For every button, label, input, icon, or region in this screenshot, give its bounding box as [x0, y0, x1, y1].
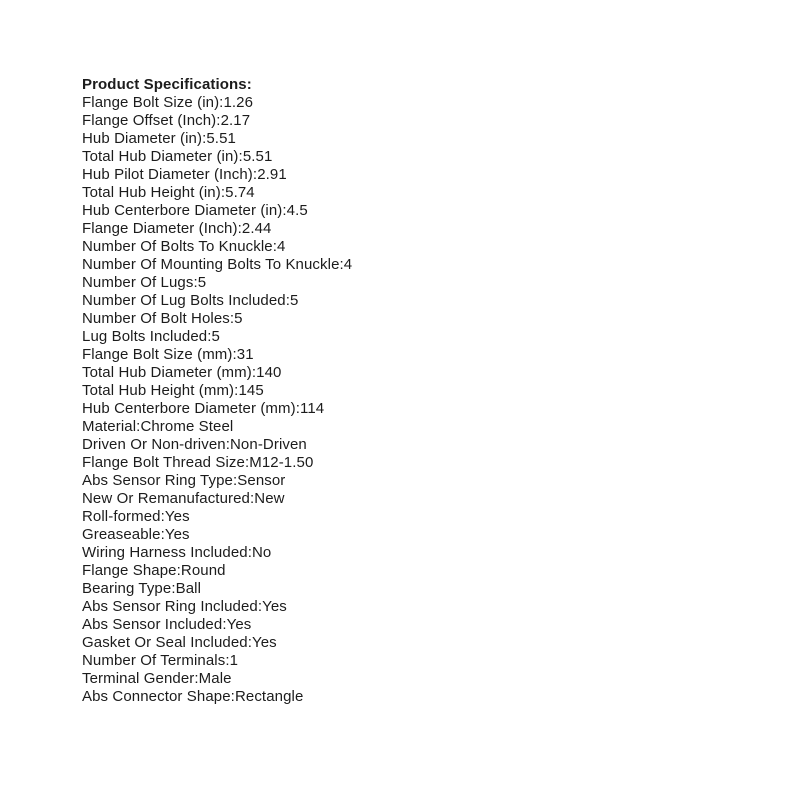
spec-label: New Or Remanufactured: [82, 490, 251, 507]
spec-colon: :: [257, 598, 263, 615]
spec-value: M12-1.50: [249, 454, 314, 471]
spec-value: 4.5: [286, 202, 308, 219]
spec-row: [82, 328, 722, 346]
spec-colon: :: [247, 634, 252, 651]
spec-value: 114: [299, 400, 325, 417]
spec-colon: :: [234, 382, 239, 399]
spec-row: [82, 526, 722, 544]
spec-row: [82, 112, 722, 130]
spec-label: Abs Sensor Ring Included: [82, 598, 258, 615]
spec-value: Non-Driven: [230, 436, 307, 453]
spec-label: Abs Sensor Ring Type: [82, 472, 233, 489]
spec-colon: :: [232, 472, 238, 489]
spec-label: Flange Offset (Inch): [82, 112, 217, 129]
spec-label: Total Hub Diameter (in): [82, 148, 239, 165]
spec-colon: :: [272, 238, 278, 255]
product-specifications-list: [82, 94, 722, 706]
spec-row: [82, 436, 722, 454]
spec-row: [82, 580, 722, 598]
spec-colon: :: [220, 184, 226, 201]
spec-colon: :: [193, 274, 198, 291]
spec-value: 5.51: [206, 130, 236, 147]
spec-colon: :: [202, 130, 207, 147]
spec-row: [82, 130, 722, 148]
spec-colon: :: [194, 670, 199, 687]
spec-label: Number Of Mounting Bolts To Knuckle: [82, 256, 340, 273]
spec-value: 31: [236, 346, 254, 363]
spec-row: [82, 418, 722, 436]
spec-colon: :: [282, 202, 287, 219]
spec-label: Lug Bolts Included: [82, 328, 208, 345]
spec-row: [82, 364, 722, 382]
spec-colon: :: [250, 490, 255, 507]
spec-colon: :: [285, 292, 291, 309]
spec-label: Greaseable: [82, 526, 161, 543]
spec-row: [82, 166, 722, 184]
spec-label: Wiring Harness Included: [82, 544, 248, 561]
spec-colon: :: [160, 508, 165, 525]
spec-row: [82, 238, 722, 256]
spec-colon: :: [229, 310, 235, 327]
spec-row: [82, 688, 722, 706]
spec-row: [82, 256, 722, 274]
spec-row: [82, 616, 722, 634]
spec-row: [82, 652, 722, 670]
spec-value: 2.91: [257, 166, 287, 183]
spec-colon: :: [339, 256, 344, 273]
spec-row: [82, 562, 722, 580]
spec-value: Male: [198, 670, 232, 687]
spec-label: Roll-formed: [82, 508, 161, 525]
spec-colon: :: [207, 328, 212, 345]
spec-value: 145: [238, 382, 264, 399]
spec-label: Hub Centerbore Diameter (in): [82, 202, 283, 219]
spec-row: [82, 634, 722, 652]
spec-label: Number Of Lug Bolts Included: [82, 292, 286, 309]
spec-value: 5.51: [242, 148, 273, 165]
spec-value: 5.74: [225, 184, 255, 201]
spec-label: Material: [82, 418, 137, 435]
spec-row: [82, 292, 722, 310]
spec-row: [82, 274, 722, 292]
spec-colon: :: [176, 562, 181, 579]
spec-value: 2.44: [241, 220, 272, 237]
product-specifications-section: [82, 76, 722, 706]
spec-row: [82, 202, 722, 220]
spec-label: Driven Or Non-driven: [82, 436, 226, 453]
spec-colon: :: [216, 112, 221, 129]
spec-value: Yes: [164, 526, 190, 543]
spec-row: [82, 472, 722, 490]
spec-value: Yes: [164, 508, 190, 525]
spec-value: 2.17: [220, 112, 251, 129]
spec-colon: :: [252, 166, 258, 183]
spec-label: Flange Diameter (Inch): [82, 220, 238, 237]
spec-value: Ball: [175, 580, 202, 597]
spec-value: Chrome Steel: [140, 418, 234, 435]
spec-label: Number Of Bolts To Knuckle: [82, 238, 273, 255]
spec-label: Hub Pilot Diameter (Inch): [82, 166, 253, 183]
spec-label: Hub Diameter (in): [82, 130, 203, 147]
spec-row: [82, 148, 722, 166]
spec-label: Gasket Or Seal Included: [82, 634, 248, 651]
spec-value: Sensor: [237, 472, 286, 489]
spec-row: [82, 220, 722, 238]
spec-label: Flange Bolt Size (mm): [82, 346, 233, 363]
spec-row: [82, 544, 722, 562]
spec-label: Abs Connector Shape: [82, 688, 231, 705]
spec-value: 5: [197, 274, 207, 291]
spec-row: [82, 508, 722, 526]
spec-colon: :: [225, 652, 230, 669]
spec-row: [82, 490, 722, 508]
spec-value: Yes: [252, 634, 277, 651]
product-specifications-title: Product Specifications:: [82, 76, 252, 93]
spec-value: 5: [211, 328, 220, 345]
spec-value: 1: [229, 652, 239, 669]
spec-colon: :: [244, 454, 250, 471]
spec-label: Total Hub Height (in): [82, 184, 221, 201]
spec-row: [82, 310, 722, 328]
spec-label: Total Hub Height (mm): [82, 382, 235, 399]
spec-colon: :: [295, 400, 300, 417]
spec-row: [82, 598, 722, 616]
spec-colon: :: [251, 364, 257, 381]
spec-row: [82, 184, 722, 202]
spec-colon: :: [136, 418, 141, 435]
spec-value: Yes: [226, 616, 252, 633]
spec-row: [82, 346, 722, 364]
spec-value: 4: [343, 256, 353, 273]
spec-colon: :: [219, 94, 224, 111]
spec-row: [82, 454, 722, 472]
spec-row: [82, 94, 722, 112]
spec-label: Terminal Gender: [82, 670, 195, 687]
spec-value: 140: [256, 364, 282, 381]
spec-row: [82, 400, 722, 418]
spec-colon: :: [171, 580, 176, 597]
spec-label: Hub Centerbore Diameter (mm): [82, 400, 296, 417]
spec-row: [82, 382, 722, 400]
spec-colon: :: [160, 526, 165, 543]
spec-value: Round: [180, 562, 226, 579]
spec-value: Rectangle: [234, 688, 304, 705]
spec-colon: :: [238, 148, 243, 165]
spec-colon: :: [230, 688, 235, 705]
spec-value: 1.26: [223, 94, 254, 111]
spec-label: Number Of Terminals: [82, 652, 226, 669]
spec-row: [82, 670, 722, 688]
spec-colon: :: [232, 346, 237, 363]
spec-value: New: [254, 490, 285, 507]
spec-label: Flange Bolt Thread Size: [82, 454, 245, 471]
spec-colon: :: [222, 616, 227, 633]
spec-label: Flange Bolt Size (in): [82, 94, 220, 111]
spec-colon: :: [225, 436, 230, 453]
spec-label: Number Of Lugs: [82, 274, 194, 291]
spec-colon: :: [247, 544, 252, 561]
spec-value: No: [251, 544, 272, 561]
spec-label: Total Hub Diameter (mm): [82, 364, 252, 381]
spec-value: Yes: [262, 598, 287, 615]
spec-label: Bearing Type: [82, 580, 172, 597]
spec-label: Flange Shape: [82, 562, 177, 579]
spec-label: Abs Sensor Included: [82, 616, 223, 633]
spec-colon: :: [237, 220, 242, 237]
spec-label: Number Of Bolt Holes: [82, 310, 230, 327]
spec-value: 5: [290, 292, 299, 309]
spec-value: 4: [277, 238, 286, 255]
spec-value: 5: [234, 310, 243, 327]
